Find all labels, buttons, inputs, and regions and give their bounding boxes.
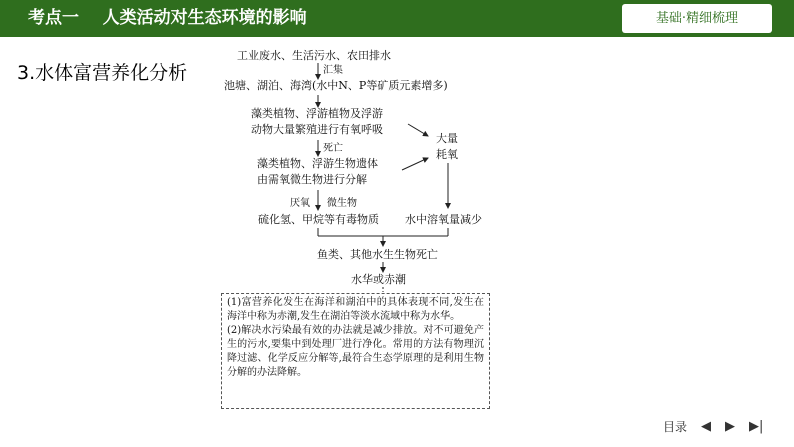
flow-sources: 工业废水、生活污水、农田排水 — [237, 49, 391, 62]
flow-label-death: 死亡 — [323, 143, 343, 154]
triangle-left-icon[interactable]: ◀ — [701, 418, 712, 434]
arrow-algae-to-oxygen — [408, 124, 428, 136]
arrow-remains-to-oxygen — [402, 158, 428, 170]
flow-death: 鱼类、其他水生生物死亡 — [317, 248, 438, 261]
flow-oxygen-decrease: 水中溶氧量减少 — [405, 213, 482, 226]
flow-label-microbe: 微生物 — [327, 198, 357, 209]
note-2: (2)解决水污染最有效的办法就是减少排放。对不可避免产生的污水,要集中到处理厂进行净化。常用的方法有物理沉降过滤、化学反应分解等,最符合生态学原理的是利用生物分解的办法降解。 — [227, 325, 484, 378]
flow-result: 水华或赤潮 — [351, 273, 406, 286]
skip-last-icon[interactable]: ▶| — [749, 418, 764, 434]
flow-remains-line1: 藻类植物、浮游生物遗体 — [257, 157, 378, 170]
section-title: 3.水体富营养化分析 — [17, 62, 188, 84]
flow-oxygen-line2: 耗氧 — [436, 148, 458, 161]
flow-remains-line2: 由需氧微生物进行分解 — [257, 173, 367, 186]
menu-button[interactable]: 目录 — [663, 419, 688, 434]
flow-water-bodies: 池塘、湖泊、海湾(水中N、P等矿质元素增多) — [224, 79, 448, 92]
triangle-right-icon[interactable]: ▶ — [725, 418, 736, 434]
flow-toxic: 硫化氢、甲烷等有毒物质 — [258, 213, 379, 226]
header-title: 考点一 人类活动对生态环境的影响 — [28, 8, 307, 28]
tab-basic-review[interactable]: 基础·精细梳理 — [622, 4, 772, 33]
notes-box — [221, 293, 490, 409]
note-1: (1)富营养化发生在海洋和湖泊中的具体表现不同,发生在海洋中称为赤潮,发生在湖泊等淡水流域中称为水华。 — [227, 297, 484, 322]
flow-algae-line1: 藻类植物、浮游植物及浮游 — [251, 107, 383, 120]
flow-oxygen-line1: 大量 — [436, 132, 458, 145]
flow-algae-line2: 动物大量繁殖进行有氧呼吸 — [251, 123, 383, 136]
flow-label-anaerobic: 厌氧 — [290, 198, 310, 209]
flow-label-collect: 汇集 — [323, 65, 343, 76]
footer-nav — [663, 417, 763, 435]
